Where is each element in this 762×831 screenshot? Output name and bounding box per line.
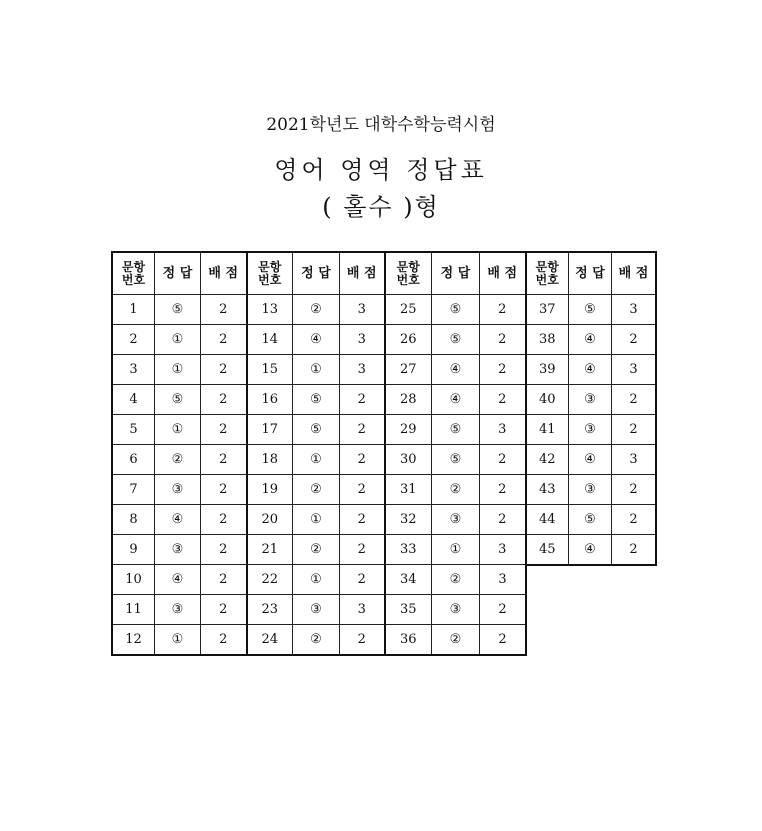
empty-cell: [569, 625, 612, 655]
header-answer: 정 답: [155, 253, 201, 295]
header-question-number: [247, 253, 293, 295]
header-score: 배 점: [612, 253, 656, 295]
score-value: 2: [612, 325, 656, 355]
header-question-number: [385, 253, 432, 295]
correct-answer: ③: [293, 595, 340, 625]
empty-cell: [612, 565, 656, 595]
correct-answer: ②: [293, 535, 340, 565]
question-number: 9: [113, 535, 155, 565]
question-number: 44: [526, 505, 569, 535]
exam-type-title: ( 홀수 )형: [322, 193, 440, 221]
correct-answer: ⑤: [432, 295, 480, 325]
correct-answer: ④: [155, 505, 201, 535]
correct-answer: ⑤: [432, 415, 480, 445]
score-value: 2: [340, 385, 385, 415]
question-number: 8: [113, 505, 155, 535]
score-value: 2: [612, 475, 656, 505]
table-row: [113, 565, 656, 595]
score-value: 2: [340, 415, 385, 445]
question-number: 13: [247, 295, 293, 325]
question-number: 4: [113, 385, 155, 415]
header-answer: 정 답: [432, 253, 480, 295]
table-row: [113, 475, 656, 505]
score-value: 2: [201, 445, 247, 475]
question-number: 12: [113, 625, 155, 655]
correct-answer: ④: [569, 355, 612, 385]
score-value: 3: [480, 565, 526, 595]
score-value: 3: [612, 295, 656, 325]
correct-answer: ②: [293, 475, 340, 505]
question-number: 11: [113, 595, 155, 625]
empty-cell: [526, 595, 569, 625]
correct-answer: ②: [432, 625, 480, 655]
correct-answer: ⑤: [155, 385, 201, 415]
score-value: 2: [201, 325, 247, 355]
table-row: [113, 295, 656, 325]
correct-answer: ④: [155, 565, 201, 595]
answer-sheet-title: 영어 영역 정답표: [274, 156, 488, 184]
score-value: 2: [201, 595, 247, 625]
table-row: [113, 415, 656, 445]
correct-answer: ④: [432, 385, 480, 415]
header-answer: 정 답: [569, 253, 612, 295]
table-row: [113, 535, 656, 565]
header-number-bottom: 번호: [396, 272, 420, 287]
correct-answer: ⑤: [569, 295, 612, 325]
score-value: 2: [612, 385, 656, 415]
question-number: 33: [385, 535, 432, 565]
table-row: [113, 385, 656, 415]
question-number: 43: [526, 475, 569, 505]
correct-answer: ④: [569, 445, 612, 475]
header-answer: 정 답: [293, 253, 340, 295]
question-number: 28: [385, 385, 432, 415]
score-value: 2: [201, 385, 247, 415]
score-value: 2: [201, 535, 247, 565]
score-value: 2: [480, 295, 526, 325]
score-value: 2: [480, 325, 526, 355]
question-number: 27: [385, 355, 432, 385]
question-number: 14: [247, 325, 293, 355]
score-value: 2: [480, 625, 526, 655]
header-score: 배 점: [201, 253, 247, 295]
score-value: 2: [480, 475, 526, 505]
score-value: 2: [340, 475, 385, 505]
header-number-top: 문항: [535, 259, 559, 274]
table-row: [113, 355, 656, 385]
header-number-top: 문항: [258, 259, 282, 274]
table-row: [113, 505, 656, 535]
score-value: 2: [612, 535, 656, 565]
score-value: 2: [201, 475, 247, 505]
score-value: 2: [340, 565, 385, 595]
question-number: 22: [247, 565, 293, 595]
correct-answer: ③: [569, 415, 612, 445]
correct-answer: ⑤: [432, 445, 480, 475]
correct-answer: ②: [432, 475, 480, 505]
question-number: 41: [526, 415, 569, 445]
table-row: [113, 325, 656, 355]
question-number: 30: [385, 445, 432, 475]
question-number: 7: [113, 475, 155, 505]
question-number: 36: [385, 625, 432, 655]
correct-answer: ③: [569, 385, 612, 415]
correct-answer: ⑤: [155, 295, 201, 325]
header-number-bottom: 번호: [121, 272, 146, 287]
score-value: 2: [480, 385, 526, 415]
score-value: 2: [480, 505, 526, 535]
score-value: 2: [340, 535, 385, 565]
exam-year-title: 2021학년도 대학수학능력시험: [266, 115, 496, 135]
correct-answer: ①: [155, 325, 201, 355]
correct-answer: ②: [293, 625, 340, 655]
empty-cell: [569, 565, 612, 595]
correct-answer: ③: [569, 475, 612, 505]
score-value: 2: [340, 505, 385, 535]
correct-answer: ④: [569, 325, 612, 355]
question-number: 42: [526, 445, 569, 475]
correct-answer: ③: [155, 595, 201, 625]
score-value: 2: [340, 625, 385, 655]
header-score: 배 점: [340, 253, 385, 295]
table-row: [113, 625, 656, 655]
question-number: 37: [526, 295, 569, 325]
answer-table: [112, 252, 656, 655]
score-value: 2: [201, 505, 247, 535]
score-value: 3: [612, 355, 656, 385]
correct-answer: ①: [293, 505, 340, 535]
header-question-number: [113, 253, 155, 295]
correct-answer: ①: [432, 535, 480, 565]
question-number: 21: [247, 535, 293, 565]
empty-cell: [526, 565, 569, 595]
header-number-bottom: 번호: [535, 272, 559, 287]
question-number: 39: [526, 355, 569, 385]
question-number: 25: [385, 295, 432, 325]
table-header-row: [113, 253, 656, 295]
score-value: 2: [480, 355, 526, 385]
correct-answer: ②: [293, 295, 340, 325]
score-value: 3: [340, 325, 385, 355]
score-value: 2: [480, 595, 526, 625]
question-number: 40: [526, 385, 569, 415]
correct-answer: ⑤: [432, 325, 480, 355]
score-value: 2: [480, 445, 526, 475]
question-number: 1: [113, 295, 155, 325]
question-number: 18: [247, 445, 293, 475]
header-question-number: [526, 253, 569, 295]
header-number-top: 문항: [121, 259, 146, 274]
question-number: 23: [247, 595, 293, 625]
score-value: 2: [201, 355, 247, 385]
header-number-bottom: 번호: [258, 272, 282, 287]
score-value: 2: [201, 625, 247, 655]
header-score: 배 점: [480, 253, 526, 295]
score-value: 3: [612, 445, 656, 475]
correct-answer: ⑤: [293, 415, 340, 445]
question-number: 6: [113, 445, 155, 475]
correct-answer: ③: [432, 505, 480, 535]
correct-answer: ①: [293, 565, 340, 595]
question-number: 10: [113, 565, 155, 595]
empty-cell: [612, 625, 656, 655]
score-value: 2: [201, 565, 247, 595]
question-number: 38: [526, 325, 569, 355]
question-number: 3: [113, 355, 155, 385]
correct-answer: ③: [432, 595, 480, 625]
correct-answer: ⑤: [569, 505, 612, 535]
question-number: 24: [247, 625, 293, 655]
question-number: 17: [247, 415, 293, 445]
score-value: 3: [340, 595, 385, 625]
header-number-top: 문항: [396, 259, 420, 274]
correct-answer: ①: [155, 415, 201, 445]
correct-answer: ①: [293, 445, 340, 475]
empty-cell: [612, 595, 656, 625]
question-number: 26: [385, 325, 432, 355]
score-value: 2: [201, 415, 247, 445]
score-value: 3: [480, 415, 526, 445]
question-number: 5: [113, 415, 155, 445]
correct-answer: ②: [432, 565, 480, 595]
correct-answer: ②: [155, 445, 201, 475]
question-number: 35: [385, 595, 432, 625]
question-number: 45: [526, 535, 569, 565]
question-number: 19: [247, 475, 293, 505]
correct-answer: ⑤: [293, 385, 340, 415]
score-value: 3: [340, 355, 385, 385]
score-value: 2: [612, 415, 656, 445]
correct-answer: ④: [569, 535, 612, 565]
correct-answer: ④: [432, 355, 480, 385]
table-row: [113, 595, 656, 625]
correct-answer: ④: [293, 325, 340, 355]
question-number: 16: [247, 385, 293, 415]
correct-answer: ①: [155, 355, 201, 385]
score-value: 3: [480, 535, 526, 565]
empty-cell: [526, 625, 569, 655]
score-value: 3: [340, 295, 385, 325]
correct-answer: ①: [155, 625, 201, 655]
correct-answer: ③: [155, 535, 201, 565]
question-number: 29: [385, 415, 432, 445]
empty-cell: [569, 595, 612, 625]
correct-answer: ③: [155, 475, 201, 505]
score-value: 2: [201, 295, 247, 325]
question-number: 32: [385, 505, 432, 535]
score-value: 2: [340, 445, 385, 475]
table-row: [113, 445, 656, 475]
question-number: 31: [385, 475, 432, 505]
question-number: 34: [385, 565, 432, 595]
correct-answer: ①: [293, 355, 340, 385]
question-number: 15: [247, 355, 293, 385]
question-number: 20: [247, 505, 293, 535]
question-number: 2: [113, 325, 155, 355]
score-value: 2: [612, 505, 656, 535]
